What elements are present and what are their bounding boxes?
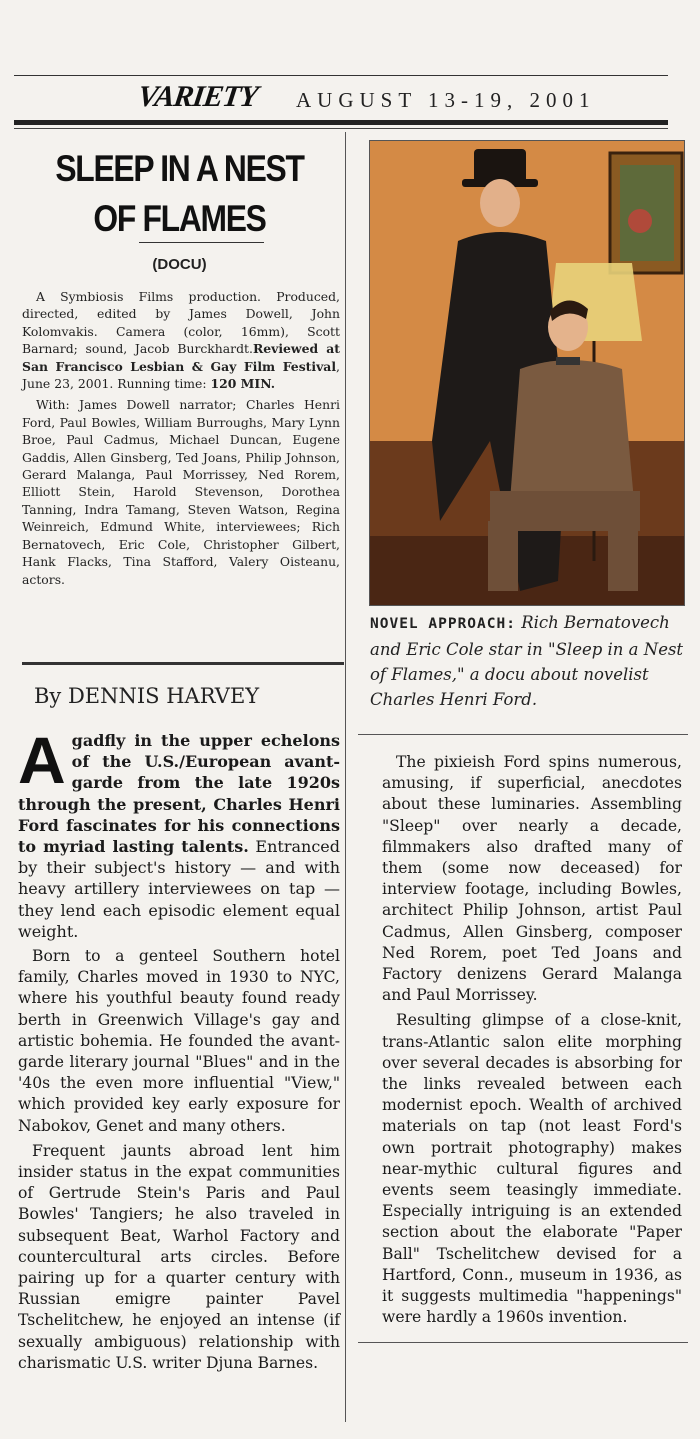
caption-lead: NOVEL APPROACH: bbox=[370, 616, 516, 632]
credits-rule bbox=[22, 662, 344, 665]
credits-production: A Symbiosis Films production. Produced, directed, edited by James Dowell, John Kolomvakis. Camera (color, 16mm), Scott Barnard; sound, Jacob Burckhardt. bbox=[22, 289, 340, 357]
body-paragraph-2: Born to a genteel Southern hotel family, Charles moved in 1930 to NYC, where his youthful beauty found ready berth in Greenwich Village's gay and artistic bohemia. He founded the avant-garde literary journal "Blues" and in the '40s the even more influential "View," which provided key early exposure for Nabokov, Genet and many others. bbox=[18, 947, 340, 1135]
credits-paragraph bbox=[22, 288, 340, 392]
review-body-left bbox=[18, 723, 340, 1378]
column-end-rule bbox=[358, 1342, 688, 1343]
lead-continued: Entranced by their subject's history — and with heavy artillery interviewees on tap — they lend each episodic element equal weight. bbox=[18, 837, 340, 941]
body-paragraph-5: Resulting glimpse of a close-knit, trans-Atlantic salon elite morphing over several decades is absorbing for the links revealed between each modernist epoch. Wealth of archived materials on tap (not least Ford's own portrait photography) makes near-mythic cultural figures and events seem teasingly immediate. Especially intriguing is an extended section about the elaborate "Paper Ball" Tschelitchew devised for a Hartford, Conn., museum in 1936, as it suggests multimedia "happenings" were hardly a 1960s invention. bbox=[382, 1011, 682, 1327]
headline-rule bbox=[139, 242, 264, 243]
caption-text: Rich Bernatovech and Eric Cole star in "Sleep in a Nest of Flames," a docu about novelist Charles Henri Ford. bbox=[370, 613, 684, 709]
caption-rule bbox=[358, 734, 688, 735]
headline-line-1: SLEEP IN A NEST bbox=[55, 148, 304, 189]
photo-illustration bbox=[370, 141, 684, 605]
review-headline bbox=[37, 144, 322, 244]
right-column bbox=[358, 132, 688, 1422]
drop-cap: A bbox=[18, 723, 66, 797]
left-column bbox=[14, 132, 346, 1422]
review-kicker: (DOCU) bbox=[152, 256, 207, 273]
masthead-thick-rule bbox=[14, 120, 668, 125]
masthead-top-rule bbox=[14, 75, 668, 76]
photo-caption bbox=[370, 610, 684, 712]
headline-line-2: OF FLAMES bbox=[93, 198, 266, 239]
masthead-thin-rule bbox=[14, 128, 668, 129]
lead-text: gadfly in the upper echelons of the U.S./European avant-garde from the late 1920s through the present, Charles Henri Ford fascinates for his connections to myriad lasting talents. bbox=[18, 731, 340, 857]
running-time: 120 MIN. bbox=[210, 376, 276, 392]
credits-date: , June 23, 2001. Running time: bbox=[22, 358, 340, 392]
lead-paragraph bbox=[18, 723, 340, 942]
variety-logo: VARIETY bbox=[135, 80, 260, 113]
body-paragraph-4: The pixieish Ford spins numerous, amusing, if superficial, anecdotes about these luminaries. Assembling "Sleep" over nearly a decade, filmmakers also drafted many of them (some now deceased) for interview footage, including Bowles, architect Philip Johnson, artist Paul Cadmus, Allen Ginsberg, composer Ned Rorem, poet Ted Joans and Factory denizens Gerard Malanga and Paul Morrissey. bbox=[382, 753, 682, 1005]
film-still-photo bbox=[369, 140, 685, 606]
byline: By DENNIS HARVEY bbox=[34, 684, 260, 708]
review-body-right bbox=[382, 752, 682, 1332]
credits-festival: Reviewed at San Francisco Lesbian & Gay Film Festival bbox=[22, 341, 340, 374]
film-credits bbox=[22, 288, 340, 588]
issue-date: AUGUST 13-19, 2001 bbox=[296, 88, 596, 112]
body-paragraph-3: Frequent jaunts abroad lent him insider status in the expat communities of Gertrude Stein's Paris and Paul Bowles' Tangiers; he also traveled in subsequent Beat, Warhol Factory and countercultural arts circles. Before pairing up for a quarter century with Russian emigre painter Pavel Tschelitchew, he enjoyed an intense (if sexually ambiguous) relationship with charismatic U.S. writer Djuna Barnes. bbox=[18, 1141, 340, 1372]
cast-list: With: James Dowell narrator; Charles Henri Ford, Paul Bowles, William Burroughs, Mary Lynn Broe, Paul Cadmus, Michael Duncan, Eugene Gaddis, Allen Ginsberg, Ted Joans, Philip Johnson, Gerard Malanga, Paul Morrissey, Ned Rorem, Elliott Stein, Harold Stevenson, Dorothea Tanning, Indra Tamang, Steven Watson, Regina Weinreich, Edmund White, interviewees; Rich Bernatovech, Eric Cole, Christopher Gilbert, Hank Flacks, Tina Stafford, Valery Oisteanu, actors. bbox=[22, 397, 340, 587]
